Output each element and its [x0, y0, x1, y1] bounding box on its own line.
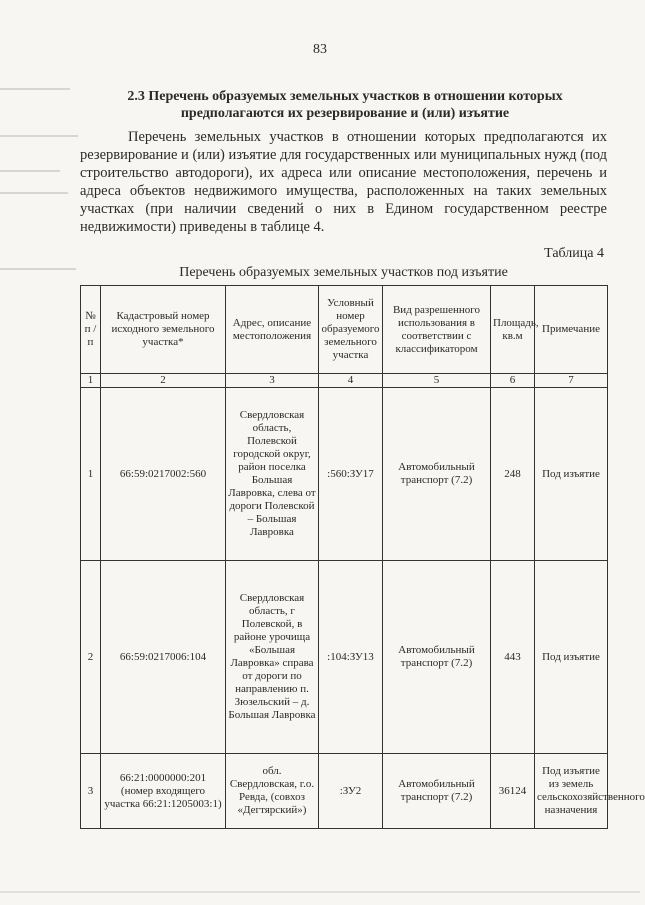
column-number: 5	[383, 374, 491, 388]
scan-artifact	[0, 135, 78, 137]
note-cell: Под изъятие	[535, 561, 608, 754]
column-header: Адрес, описание местоположения	[226, 286, 319, 374]
section-paragraph: Перечень земельных участков в отношении которых предполагаются их резервирование и (или) изъятие для государственных или муниципальных нужд (под строительство автодороги), их адреса или описание местоположения, перечень и адреса объектов недвижимого имущества, расположенных на таких земельных участках (при наличии сведений о них в Едином государственном реестре недвижимости) приведены в таблице 4.	[80, 129, 607, 235]
column-header: Примечание	[535, 286, 608, 374]
cadastral-number: 66:59:0217002:560	[101, 388, 226, 561]
scan-artifact	[0, 170, 60, 172]
column-header: Площадь, кв.м	[491, 286, 535, 374]
cadastral-number: 66:21:0000000:201 (номер входящего участка 66:21:1205003:1)	[101, 754, 226, 829]
table-label: Таблица 4	[544, 246, 604, 261]
section-heading: 2.3 Перечень образуемых земельных участков в отношении которых предполагаются их резервирование и (или) изъятие	[127, 89, 563, 121]
cadastral-number: 66:59:0217006:104	[101, 561, 226, 754]
area-cell: 36124	[491, 754, 535, 829]
column-number: 6	[491, 374, 535, 388]
conditional-number: :560:ЗУ17	[319, 388, 383, 561]
address-cell: обл. Свердловская, г.о. Ревда, (совхоз «Дегтярский»)	[226, 754, 319, 829]
use-type: Автомобильный транспорт (7.2)	[383, 561, 491, 754]
column-header: Кадастровый номер исходного земельного участка*	[101, 286, 226, 374]
column-number: 1	[81, 374, 101, 388]
row-number: 1	[81, 388, 101, 561]
table-row	[81, 388, 608, 561]
page-number: 83	[313, 42, 327, 57]
row-number: 2	[81, 561, 101, 754]
table-header-row	[81, 286, 608, 374]
conditional-number: :ЗУ2	[319, 754, 383, 829]
column-number: 7	[535, 374, 608, 388]
row-number: 3	[81, 754, 101, 829]
column-header: Вид разрешенного использования в соответствии с классификатором	[383, 286, 491, 374]
scan-artifact	[0, 891, 640, 893]
note-cell: Под изъятие	[535, 388, 608, 561]
column-header: Условный номер образуемого земельного участка	[319, 286, 383, 374]
column-header: № п /п	[81, 286, 101, 374]
use-type: Автомобильный транспорт (7.2)	[383, 754, 491, 829]
area-cell: 248	[491, 388, 535, 561]
column-number-row	[81, 374, 608, 388]
use-type: Автомобильный транспорт (7.2)	[383, 388, 491, 561]
table-row	[81, 754, 608, 829]
scan-artifact	[0, 192, 68, 194]
scan-artifact	[0, 88, 70, 90]
area-cell: 443	[491, 561, 535, 754]
conditional-number: :104:ЗУ13	[319, 561, 383, 754]
table-row	[81, 561, 608, 754]
address-cell: Свердловская область, Полевской городской округ, район поселка Большая Лавровка, слева от дороги Полевской – Большая Лавровка	[226, 388, 319, 561]
note-cell: Под изъятие из земель сельскохозяйственного назначения	[535, 754, 608, 829]
column-number: 2	[101, 374, 226, 388]
scan-artifact	[0, 268, 76, 270]
table-caption: Перечень образуемых земельных участков под изъятие	[179, 265, 508, 280]
column-number: 4	[319, 374, 383, 388]
column-number: 3	[226, 374, 319, 388]
parcels-table	[80, 285, 645, 829]
address-cell: Свердловская область, г Полевской, в районе урочища «Большая Лавровка» справа от дороги по направлению п. Зюзельский – д. Большая Лавровка	[226, 561, 319, 754]
